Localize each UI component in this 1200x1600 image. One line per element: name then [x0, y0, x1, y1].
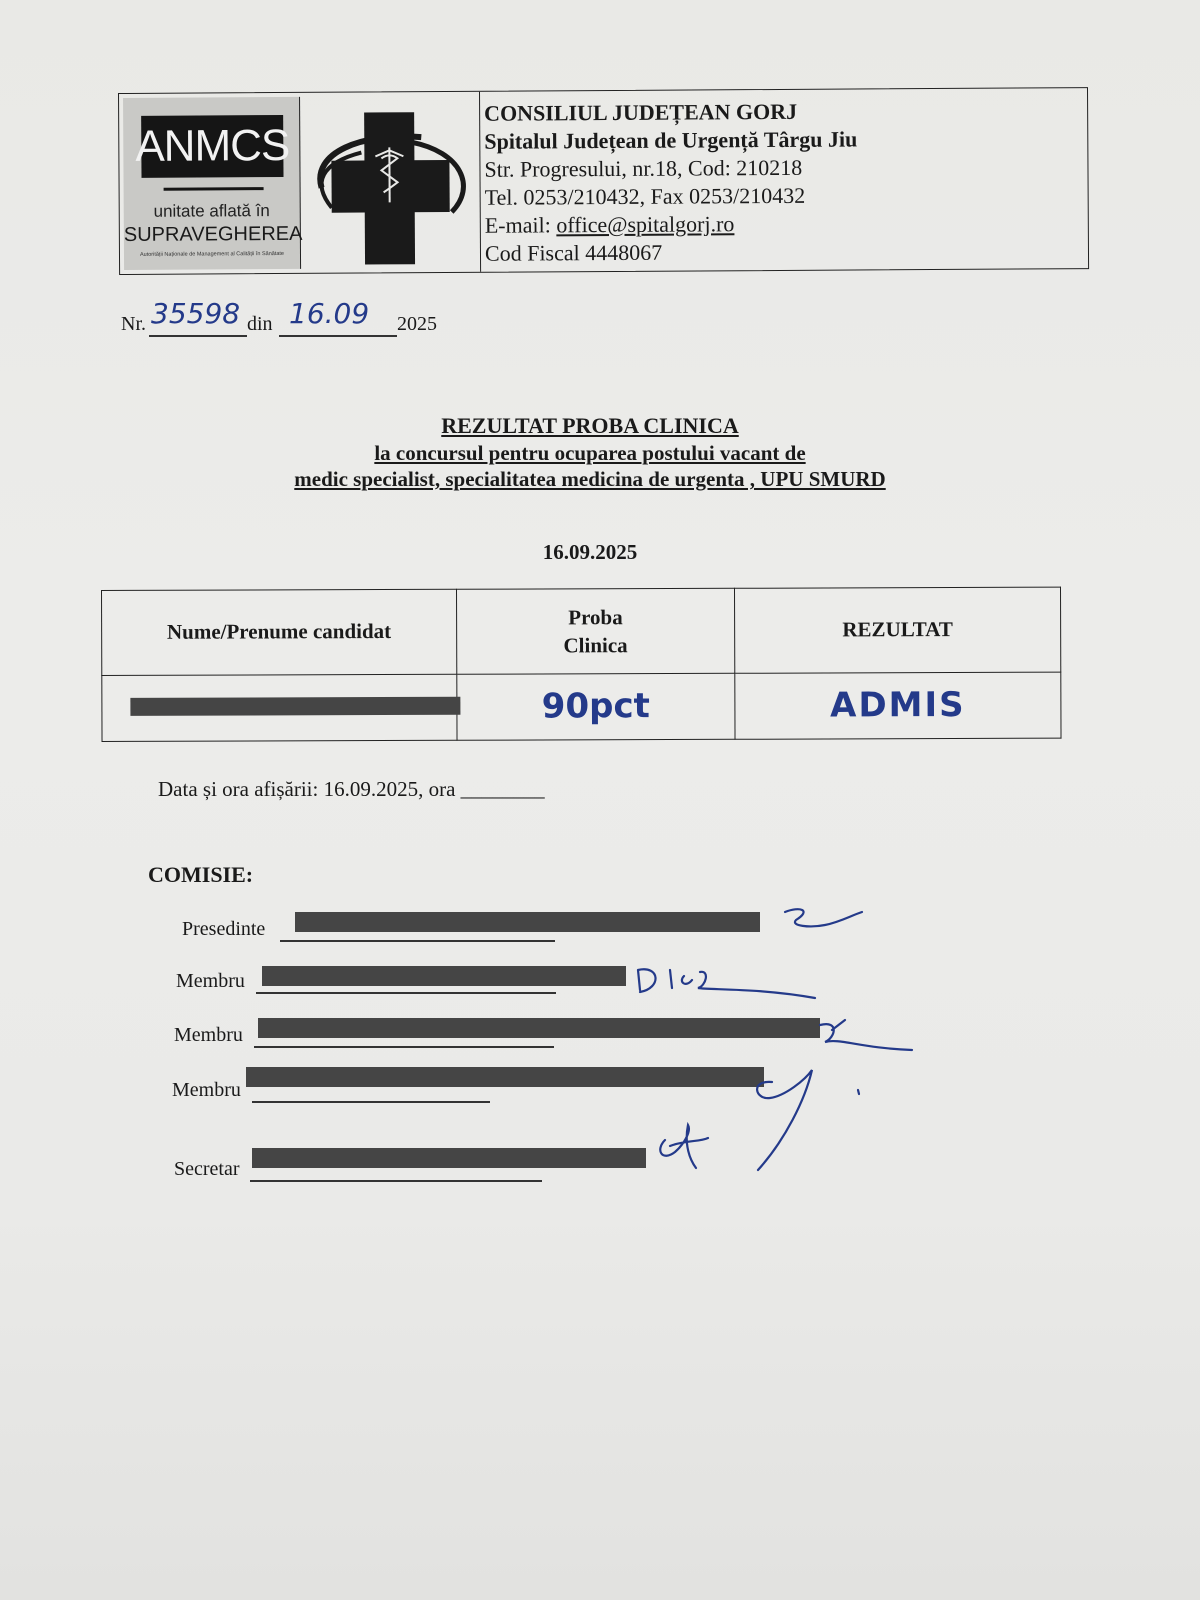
member-role-president: Presedinte	[182, 918, 266, 940]
member3-underline	[252, 1101, 490, 1103]
results-table	[101, 587, 1062, 742]
logo-underline	[164, 187, 264, 191]
county-council-name: CONSILIUL JUDEȚEAN GORJ	[484, 98, 798, 126]
signatures-icon	[600, 870, 940, 1200]
table-header-row	[102, 587, 1061, 675]
din-label: din	[247, 313, 273, 335]
member1-underline	[256, 992, 556, 994]
document-title	[200, 412, 980, 492]
member-role-secretary: Secretar	[174, 1158, 240, 1180]
anmcs-logo-panel	[123, 97, 301, 270]
din-underline	[279, 335, 397, 337]
hospital-address: Str. Progresului, nr.18, Cod: 210218	[484, 154, 803, 182]
posting-datetime: Data și ora afișării: 16.09.2025, ora ________	[158, 777, 545, 801]
hospital-name: Spitalul Județean de Urgență Târgu Jiu	[484, 126, 858, 154]
anmcs-logo: ANMCS	[141, 115, 283, 178]
score-handwritten: 90pct	[541, 686, 650, 727]
email-link[interactable]: office@spitalgorj.ro	[556, 211, 735, 238]
header-candidate: Nume/Prenume candidat	[102, 589, 457, 675]
logo-supervision-text: SUPRAVEGHEREA	[123, 222, 303, 246]
email-label: E-mail:	[484, 212, 557, 238]
redaction-bar	[130, 696, 460, 715]
exam-date: 16.09.2025	[542, 540, 638, 564]
letterhead	[118, 87, 1089, 275]
hospital-phone: Tel. 0253/210432, Fax 0253/210432	[484, 182, 806, 210]
header-result: REZULTAT	[734, 587, 1060, 673]
nr-underline	[149, 335, 247, 337]
hospital-emblem-cell	[301, 92, 481, 273]
member2-underline	[254, 1046, 554, 1048]
medical-cross-icon	[301, 92, 480, 273]
nr-label: Nr.	[121, 313, 146, 335]
fiscal-code: Cod Fiscal 4448067	[484, 239, 663, 266]
hospital-email-row	[485, 210, 735, 240]
commission-heading: COMISIE:	[148, 862, 254, 887]
logo-unit-text: unitate aflată în	[153, 201, 270, 221]
title-line-2: la concursul pentru ocuparea postului vacant de	[374, 441, 806, 465]
registration-line	[121, 297, 521, 343]
year-text: 2025	[397, 313, 437, 335]
member-role-1: Membru	[176, 970, 245, 992]
score-cell	[457, 673, 735, 740]
din-value-handwritten: 16.09	[289, 297, 370, 330]
candidate-name-cell	[102, 674, 457, 742]
logo-small-text: Autorității Naționale de Management al Calității în Sănătate	[139, 250, 285, 258]
header-proba-line2: Clinica	[563, 632, 628, 658]
header-clinical-test	[456, 588, 734, 674]
redaction-bar	[262, 966, 626, 986]
secretary-underline	[250, 1180, 542, 1182]
nr-value-handwritten: 35598	[151, 297, 241, 330]
redaction-bar	[252, 1148, 646, 1168]
institution-info	[484, 96, 1075, 270]
president-underline	[280, 940, 555, 942]
result-handwritten: ADMIS	[830, 685, 966, 726]
title-line-3: medic specialist, specialitatea medicina de urgenta , UPU SMURD	[294, 467, 886, 491]
table-row	[102, 672, 1061, 742]
header-proba-line1: Proba	[568, 604, 623, 630]
result-cell	[735, 672, 1061, 740]
member-role-2: Membru	[174, 1024, 243, 1046]
title-line-1: REZULTAT PROBA CLINICA	[441, 413, 739, 438]
member-role-3: Membru	[172, 1079, 241, 1101]
